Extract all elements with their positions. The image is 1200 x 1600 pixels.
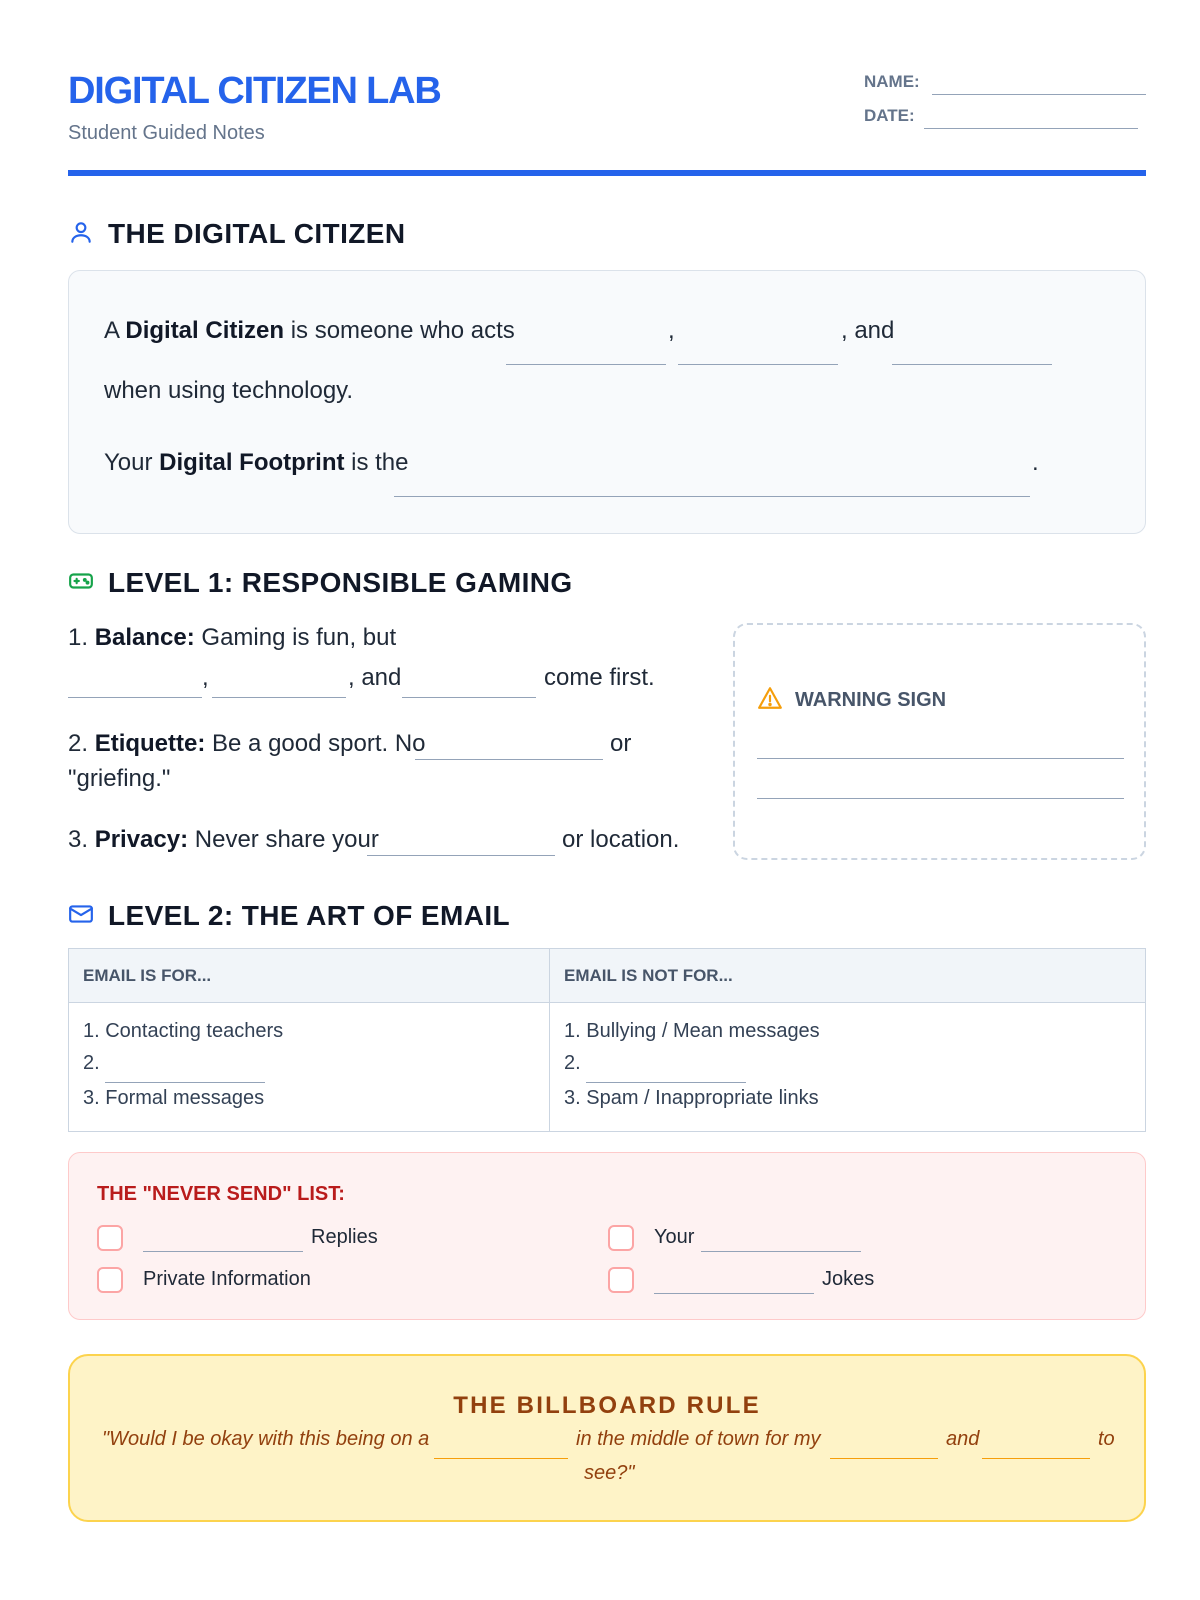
blank-audience-2[interactable] [982, 1458, 1090, 1459]
checkbox-your[interactable] [608, 1225, 634, 1251]
and-text: , and [348, 664, 402, 691]
page-title: DIGITAL CITIZEN LAB [68, 70, 441, 112]
blank-email-for[interactable] [105, 1082, 265, 1083]
page-subtitle: Student Guided Notes [68, 122, 265, 144]
section-title: LEVEL 1: RESPONSIBLE GAMING [108, 567, 573, 598]
gamepad-icon [68, 568, 94, 599]
email-table [68, 948, 1146, 1132]
come-first-text: come first. [544, 664, 655, 691]
never-send-title: THE "NEVER SEND" LIST: [97, 1183, 345, 1205]
or-text: or [610, 730, 632, 757]
col-email-for: EMAIL IS FOR... [83, 966, 212, 985]
warning-sign-box [733, 623, 1146, 860]
table-cell: 3. Spam / Inappropriate links [564, 1087, 819, 1109]
section-digital-citizen-heading [68, 218, 405, 250]
privacy-line: 3. Privacy: Never share your [68, 826, 379, 853]
period: . [1032, 449, 1039, 476]
warning-blank-1[interactable] [757, 758, 1124, 759]
billboard-and: and [946, 1428, 980, 1450]
name-label: NAME: [864, 72, 920, 91]
date-field[interactable] [924, 128, 1138, 129]
definition-line-1: A Digital Citizen is someone who acts [104, 317, 515, 344]
billboard-text-middle: in the middle of town for my [576, 1428, 821, 1450]
billboard-text-end: see?" [584, 1462, 635, 1484]
blank-email-not-for[interactable] [586, 1082, 746, 1083]
section-email-heading [68, 900, 510, 932]
blank-act-2[interactable] [678, 364, 838, 365]
checkbox-private-information[interactable] [97, 1267, 123, 1293]
blank-billboard[interactable] [434, 1458, 568, 1459]
section-title: THE DIGITAL CITIZEN [108, 218, 406, 249]
digital-citizen-box [68, 270, 1146, 534]
blank-act-3[interactable] [892, 364, 1052, 365]
col-email-not-for: EMAIL IS NOT FOR... [564, 966, 733, 985]
worksheet-header [68, 70, 1146, 176]
table-cell: 3. Formal messages [83, 1087, 265, 1109]
blank-privacy[interactable] [367, 855, 555, 856]
checkbox-jokes[interactable] [608, 1267, 634, 1293]
warning-label: WARNING SIGN [795, 689, 947, 711]
section-gaming-heading [68, 567, 573, 599]
warning-triangle-icon [757, 685, 783, 716]
warning-blank-2[interactable] [757, 798, 1124, 799]
blank-balance-1[interactable] [68, 697, 202, 698]
billboard-title: THE BILLBOARD RULE [453, 1392, 761, 1419]
blank-act-1[interactable] [506, 364, 666, 365]
item-your: Your [654, 1226, 695, 1248]
blank-balance-2[interactable] [212, 697, 346, 698]
griefing-text: "griefing." [68, 765, 171, 792]
table-cell: 1. Bullying / Mean messages [564, 1020, 820, 1042]
billboard-text-start: "Would I be okay with this being on a [102, 1428, 430, 1450]
comma: , [668, 317, 675, 344]
and-text: , and [841, 317, 895, 344]
user-icon [68, 219, 94, 250]
table-cell: 2. [83, 1052, 100, 1074]
never-send-box [68, 1152, 1146, 1320]
table-cell: 1. Contacting teachers [83, 1020, 284, 1042]
blank-footprint[interactable] [394, 496, 1030, 497]
comma: , [202, 664, 209, 691]
blank-etiquette[interactable] [415, 759, 603, 760]
mail-icon [68, 901, 94, 932]
blank-audience-1[interactable] [830, 1458, 938, 1459]
item-jokes: Jokes [822, 1268, 875, 1290]
balance-line: 1. Balance: Gaming is fun, but [68, 624, 397, 651]
date-label: DATE: [864, 106, 915, 125]
blank-replies[interactable] [143, 1251, 303, 1252]
name-field[interactable] [932, 94, 1146, 95]
footprint-line: Your Digital Footprint is the [104, 449, 409, 476]
billboard-rule-box [68, 1354, 1146, 1522]
item-private-information: Private Information [143, 1268, 311, 1290]
warning-heading [757, 685, 946, 716]
blank-jokes[interactable] [654, 1293, 814, 1294]
blank-balance-3[interactable] [402, 697, 536, 698]
billboard-to: to [1098, 1428, 1115, 1450]
section-title: LEVEL 2: THE ART OF EMAIL [108, 900, 511, 931]
definition-line-2: when using technology. [104, 377, 354, 404]
name-date-fields [864, 72, 1146, 140]
etiquette-line: 2. Etiquette: Be a good sport. No [68, 730, 426, 757]
blank-your[interactable] [701, 1251, 861, 1252]
checkbox-replies[interactable] [97, 1225, 123, 1251]
item-replies: Replies [311, 1226, 378, 1248]
or-location-text: or location. [562, 826, 680, 853]
table-cell: 2. [564, 1052, 581, 1074]
